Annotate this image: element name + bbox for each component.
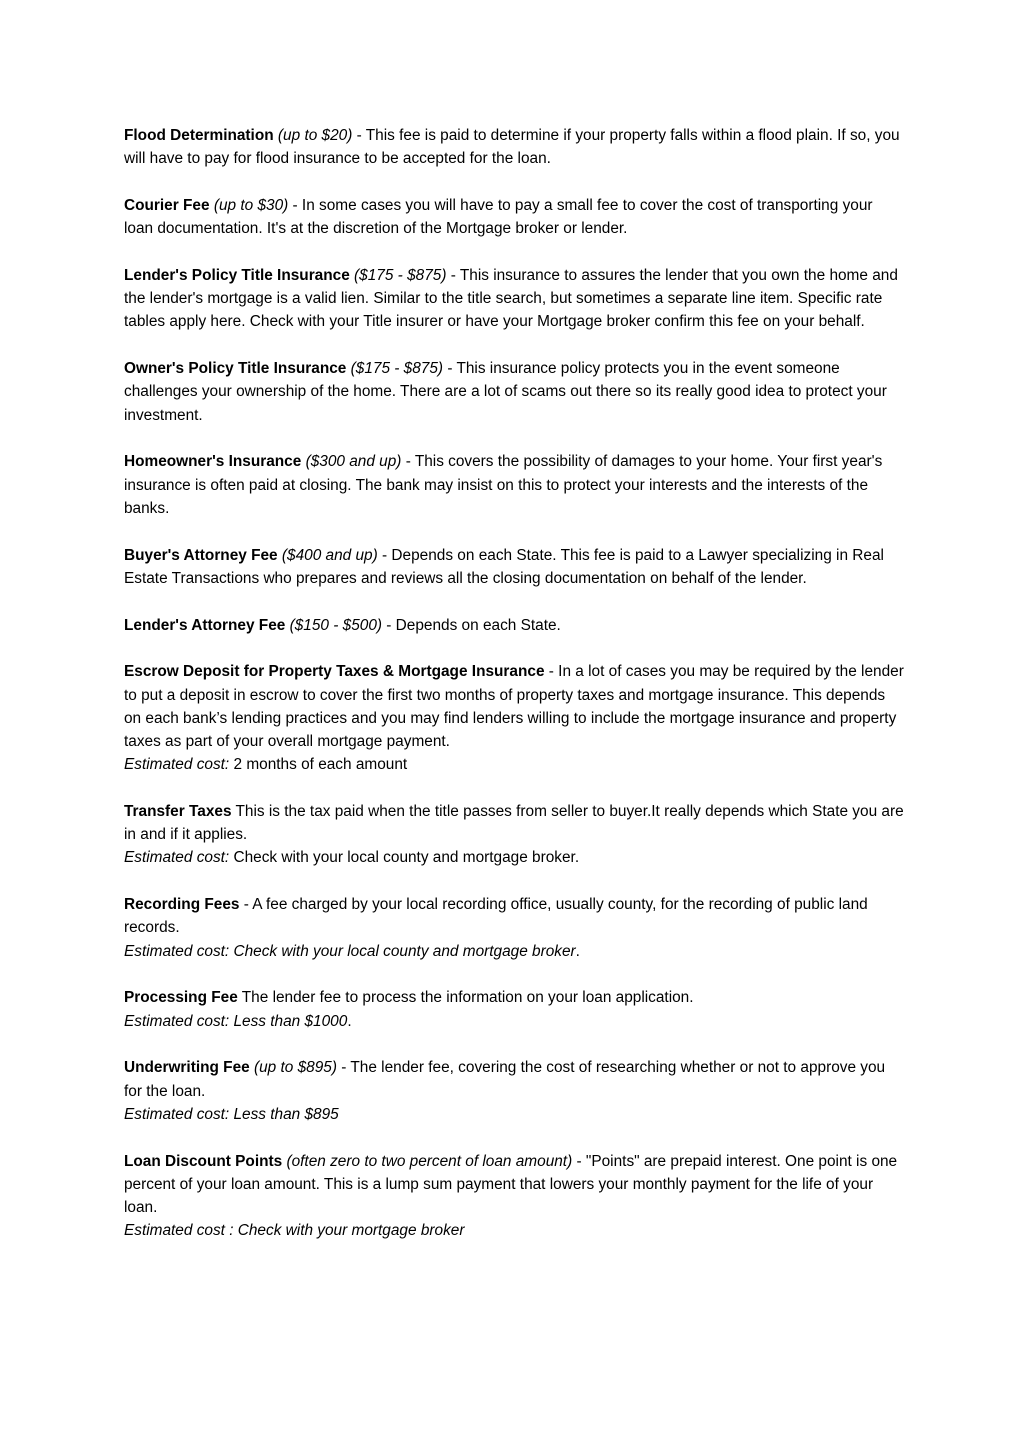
entry-cost-range: ($175 - $875) bbox=[354, 267, 447, 284]
entry-paragraph bbox=[124, 614, 904, 637]
entry-cost-range: (often zero to two percent of loan amount) bbox=[286, 1152, 573, 1170]
entry-processing-fee bbox=[124, 986, 904, 1032]
entry-description: - This covers the possibility of damages to your home. Your first year's insurance is often paid at closing. The bank may insist on this to protect your interests and the interests of the banks. bbox=[124, 453, 883, 517]
entry-term: Loan Discount Points bbox=[124, 1152, 283, 1170]
entry-term: Escrow Deposit for Property Taxes & Mortgage Insurance bbox=[124, 663, 545, 681]
estimate-tail: . bbox=[575, 942, 580, 960]
entry-term: Transfer Taxes bbox=[124, 803, 232, 821]
entry-term: Owner's Policy Title Insurance bbox=[124, 360, 347, 378]
entry-paragraph bbox=[124, 660, 904, 753]
entry-underwriting-fee bbox=[124, 1056, 904, 1126]
entry-owners-policy-title-insurance bbox=[124, 357, 904, 427]
entry-description: - "Points" are prepaid interest. One point is one percent of your loan amount. This is a lump sum payment that lowers your monthly payment for the life of your loan. bbox=[124, 1152, 898, 1217]
entry-lenders-attorney-fee bbox=[124, 614, 904, 637]
entry-term: Courier Fee bbox=[124, 197, 210, 214]
entry-paragraph bbox=[124, 986, 904, 1009]
entry-estimate bbox=[124, 940, 904, 963]
entry-term: Recording Fees bbox=[124, 896, 240, 914]
entry-paragraph bbox=[124, 800, 904, 846]
entry-description: The lender fee to process the information on your loan application. bbox=[237, 989, 694, 1007]
entry-cost-range: ($150 - $500) bbox=[289, 616, 382, 634]
entry-paragraph bbox=[124, 264, 904, 334]
entry-paragraph bbox=[124, 194, 904, 240]
entry-loan-discount-points bbox=[124, 1150, 904, 1243]
entry-flood-determination bbox=[124, 124, 904, 170]
entry-description: - Depends on each State. bbox=[382, 616, 561, 634]
entry-estimate bbox=[124, 753, 904, 776]
estimate-label: Estimated cost: bbox=[124, 756, 230, 774]
entry-term: Underwriting Fee bbox=[124, 1059, 250, 1077]
entry-description: - This fee is paid to determine if your property falls within a flood plain. If so, you will have to pay for flood insurance to be accepted for the loan. bbox=[124, 127, 900, 168]
estimate-text: Estimated cost: Less than $895 bbox=[124, 1105, 339, 1123]
entry-description: - The lender fee, covering the cost of researching whether or not to approve you for the loan. bbox=[124, 1059, 886, 1100]
entry-description: This is the tax paid when the title passes from seller to buyer.It really depends which State you are in and if it applies. bbox=[124, 803, 904, 844]
entry-paragraph bbox=[124, 450, 904, 520]
estimate-label: Estimated cost: bbox=[124, 849, 230, 867]
entry-estimate bbox=[124, 846, 904, 869]
entry-description: - In a lot of cases you may be required by the lender to put a deposit in escrow to cover the first two months of property taxes and mortgage insurance. This depends on each bank’s lending practices and you may find lenders willing to include the mortgage insurance and property taxes as part of your overall mortgage payment. bbox=[124, 663, 904, 751]
entry-courier-fee bbox=[124, 194, 904, 240]
estimate-value: 2 months of each amount bbox=[229, 756, 408, 774]
entry-cost-range: (up to $895) bbox=[253, 1059, 337, 1077]
entry-term: Processing Fee bbox=[124, 989, 238, 1007]
entry-term: Lender's Attorney Fee bbox=[124, 616, 286, 634]
entry-description: - This insurance to assures the lender that you own the home and the lender's mortgage is a valid lien. Similar to the title search, but sometimes a separate line item. Specific rate tables apply here. Check with your Title insurer or have your Mortgage broker confirm this fee on your behalf. bbox=[124, 267, 898, 331]
entry-paragraph bbox=[124, 124, 904, 170]
estimate-tail: . bbox=[347, 1012, 352, 1030]
entry-recording-fees bbox=[124, 893, 904, 963]
entry-term: Lender's Policy Title Insurance bbox=[124, 267, 350, 284]
entry-estimate bbox=[124, 1219, 904, 1242]
estimate-text: Estimated cost: Less than $1000 bbox=[124, 1012, 348, 1030]
entry-paragraph bbox=[124, 357, 904, 427]
entry-paragraph bbox=[124, 1056, 904, 1102]
entry-buyers-attorney-fee bbox=[124, 544, 904, 590]
entry-description: - In some cases you will have to pay a small fee to cover the cost of transporting your loan documentation. It's at the discretion of the Mortgage broker or lender. bbox=[124, 197, 873, 238]
estimate-value: Check with your local county and mortgage broker. bbox=[229, 849, 580, 867]
entry-term: Buyer's Attorney Fee bbox=[124, 546, 278, 564]
entry-paragraph bbox=[124, 893, 904, 939]
estimate-text: Estimated cost : Check with your mortgage broker bbox=[124, 1222, 465, 1240]
entry-paragraph bbox=[124, 544, 904, 590]
entry-term: Flood Determination bbox=[124, 127, 274, 144]
entry-estimate bbox=[124, 1010, 904, 1033]
entry-description: - A fee charged by your local recording office, usually county, for the recording of public land records. bbox=[124, 896, 868, 937]
entry-cost-range: (up to $30) bbox=[213, 197, 289, 214]
entry-description: - Depends on each State. This fee is paid to a Lawyer specializing in Real Estate Transactions who prepares and reviews all the closing documentation on behalf of the lender. bbox=[124, 546, 884, 587]
entry-homeowners-insurance bbox=[124, 450, 904, 520]
entry-cost-range: ($175 - $875) bbox=[350, 360, 444, 378]
document-page bbox=[124, 124, 904, 1266]
entry-term: Homeowner's Insurance bbox=[124, 453, 302, 471]
entry-cost-range: (up to $20) bbox=[277, 127, 353, 144]
entry-cost-range: ($300 and up) bbox=[305, 453, 402, 471]
entry-description: - This insurance policy protects you in the event someone challenges your ownership of the home. There are a lot of scams out there so its really good idea to protect your investment. bbox=[124, 360, 887, 424]
entry-paragraph bbox=[124, 1150, 904, 1220]
entry-cost-range: ($400 and up) bbox=[281, 546, 378, 564]
entry-transfer-taxes bbox=[124, 800, 904, 870]
entry-lenders-policy-title-insurance bbox=[124, 264, 904, 334]
estimate-text: Estimated cost: Check with your local county and mortgage broker bbox=[124, 942, 576, 960]
entry-estimate bbox=[124, 1103, 904, 1126]
entry-escrow-deposit bbox=[124, 660, 904, 776]
